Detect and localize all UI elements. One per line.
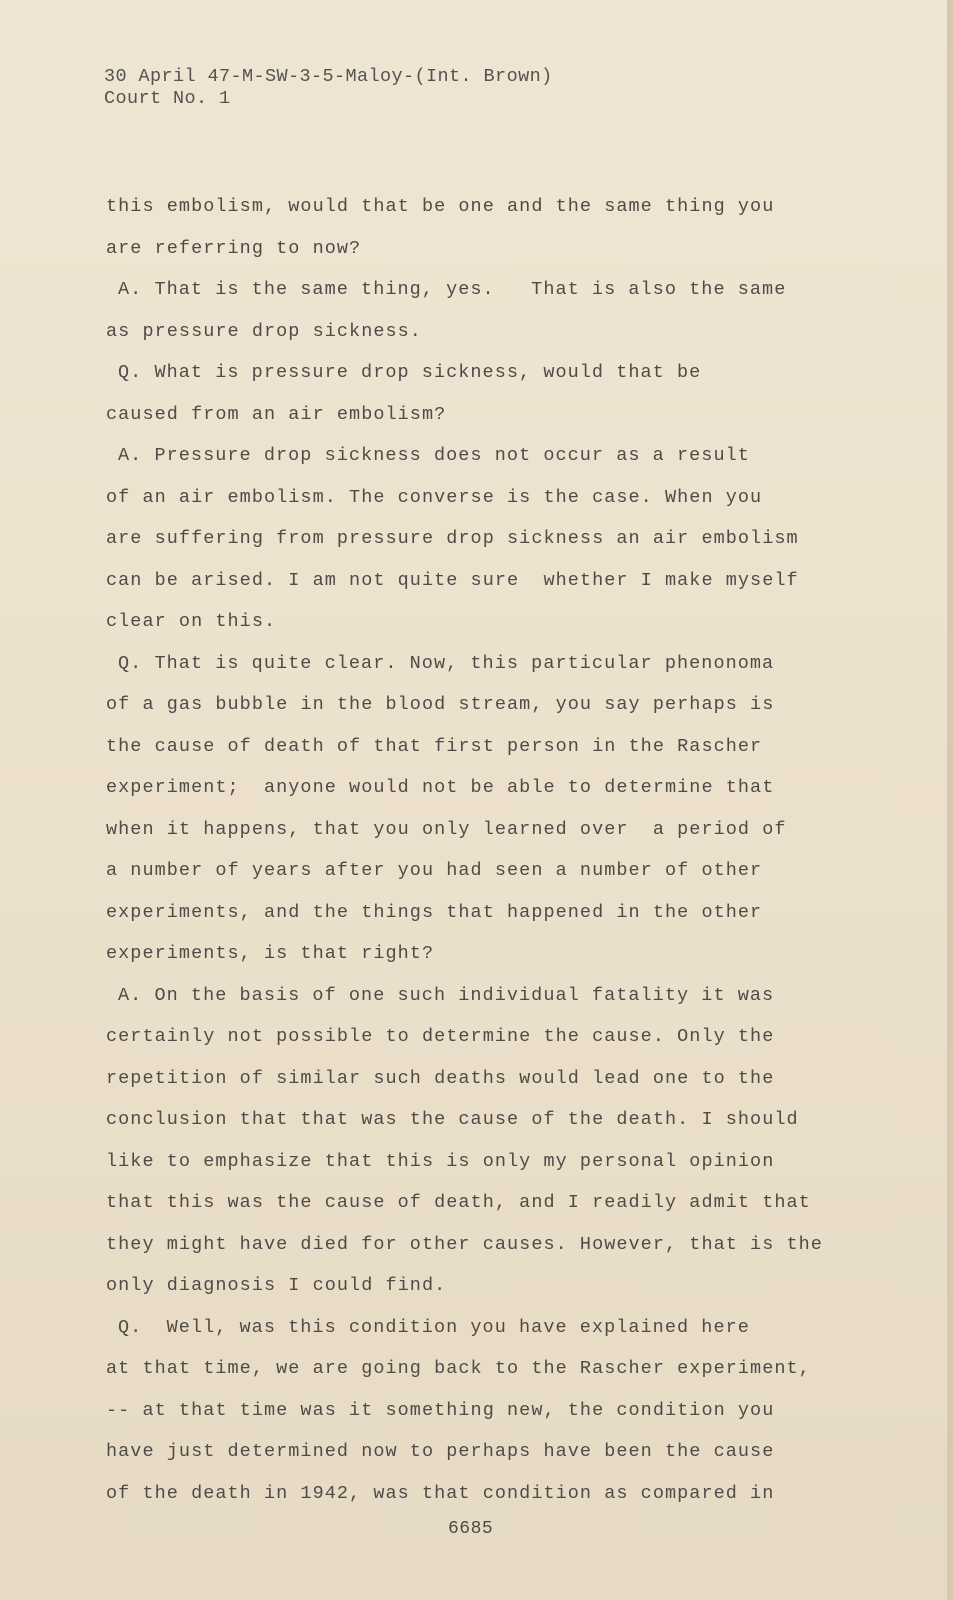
header-court-line: Court No. 1 <box>104 88 231 109</box>
transcript-line: are suffering from pressure drop sickness an air embolism <box>106 528 799 549</box>
transcript-line: clear on this. <box>106 611 277 632</box>
transcript-line: a number of years after you had seen a number of other <box>106 860 763 881</box>
transcript-line: repetition of similar such deaths would lead one to the <box>106 1067 775 1089</box>
question-line: Q. What is pressure drop sickness, would that be <box>118 362 702 383</box>
transcript-line: can be arised. I am not quite sure whether I make myself <box>106 569 799 591</box>
transcript-line: have just determined now to perhaps have been the cause <box>106 1441 775 1462</box>
transcript-line: they might have died for other causes. However, that is the <box>106 1233 823 1255</box>
document-header <box>104 66 553 110</box>
transcript-line: at that time, we are going back to the Rascher experiment, <box>106 1358 811 1379</box>
transcript-line: of a gas bubble in the blood stream, you say perhaps is <box>106 694 775 715</box>
transcript-line: conclusion that that was the cause of the death. I should <box>106 1109 799 1130</box>
question-line: Q. That is quite clear. Now, this particular phenonoma <box>118 652 775 674</box>
transcript-body <box>106 186 846 1514</box>
transcript-line: of an air embolism. The converse is the case. When you <box>106 486 763 508</box>
page-number: 6685 <box>448 1519 494 1539</box>
transcript-line: this embolism, would that be one and the same thing you <box>106 196 775 217</box>
answer-line: A. On the basis of one such individual fatality it was <box>118 984 775 1006</box>
transcript-line: certainly not possible to determine the cause. Only the <box>106 1026 775 1047</box>
answer-line: A. That is the same thing, yes. That is also the same <box>118 279 787 300</box>
transcript-line: like to emphasize that this is only my personal opinion <box>106 1150 775 1172</box>
transcript-line: -- at that time was it something new, the condition you <box>106 1399 775 1421</box>
transcript-line: experiment; anyone would not be able to determine that <box>106 777 775 798</box>
transcript-line: are referring to now? <box>106 237 362 259</box>
transcript-line: when it happens, that you only learned over a period of <box>106 818 787 840</box>
transcript-line: the cause of death of that first person in the Rascher <box>106 735 763 757</box>
transcript-line: experiments, and the things that happened in the other <box>106 901 763 923</box>
transcript-line: only diagnosis I could find. <box>106 1275 447 1296</box>
header-session-line: 30 April 47-M-SW-3-5-Maloy-(Int. Brown) <box>104 66 553 87</box>
transcript-line: experiments, is that right? <box>106 943 435 964</box>
transcript-line: that this was the cause of death, and I readily admit that <box>106 1192 811 1213</box>
transcript-line: as pressure drop sickness. <box>106 320 422 342</box>
transcript-line: of the death in 1942, was that condition as compared in <box>106 1482 775 1504</box>
transcript-line: caused from an air embolism? <box>106 403 447 425</box>
answer-line: A. Pressure drop sickness does not occur as a result <box>118 445 750 466</box>
question-line: Q. Well, was this condition you have explained here <box>118 1316 750 1338</box>
